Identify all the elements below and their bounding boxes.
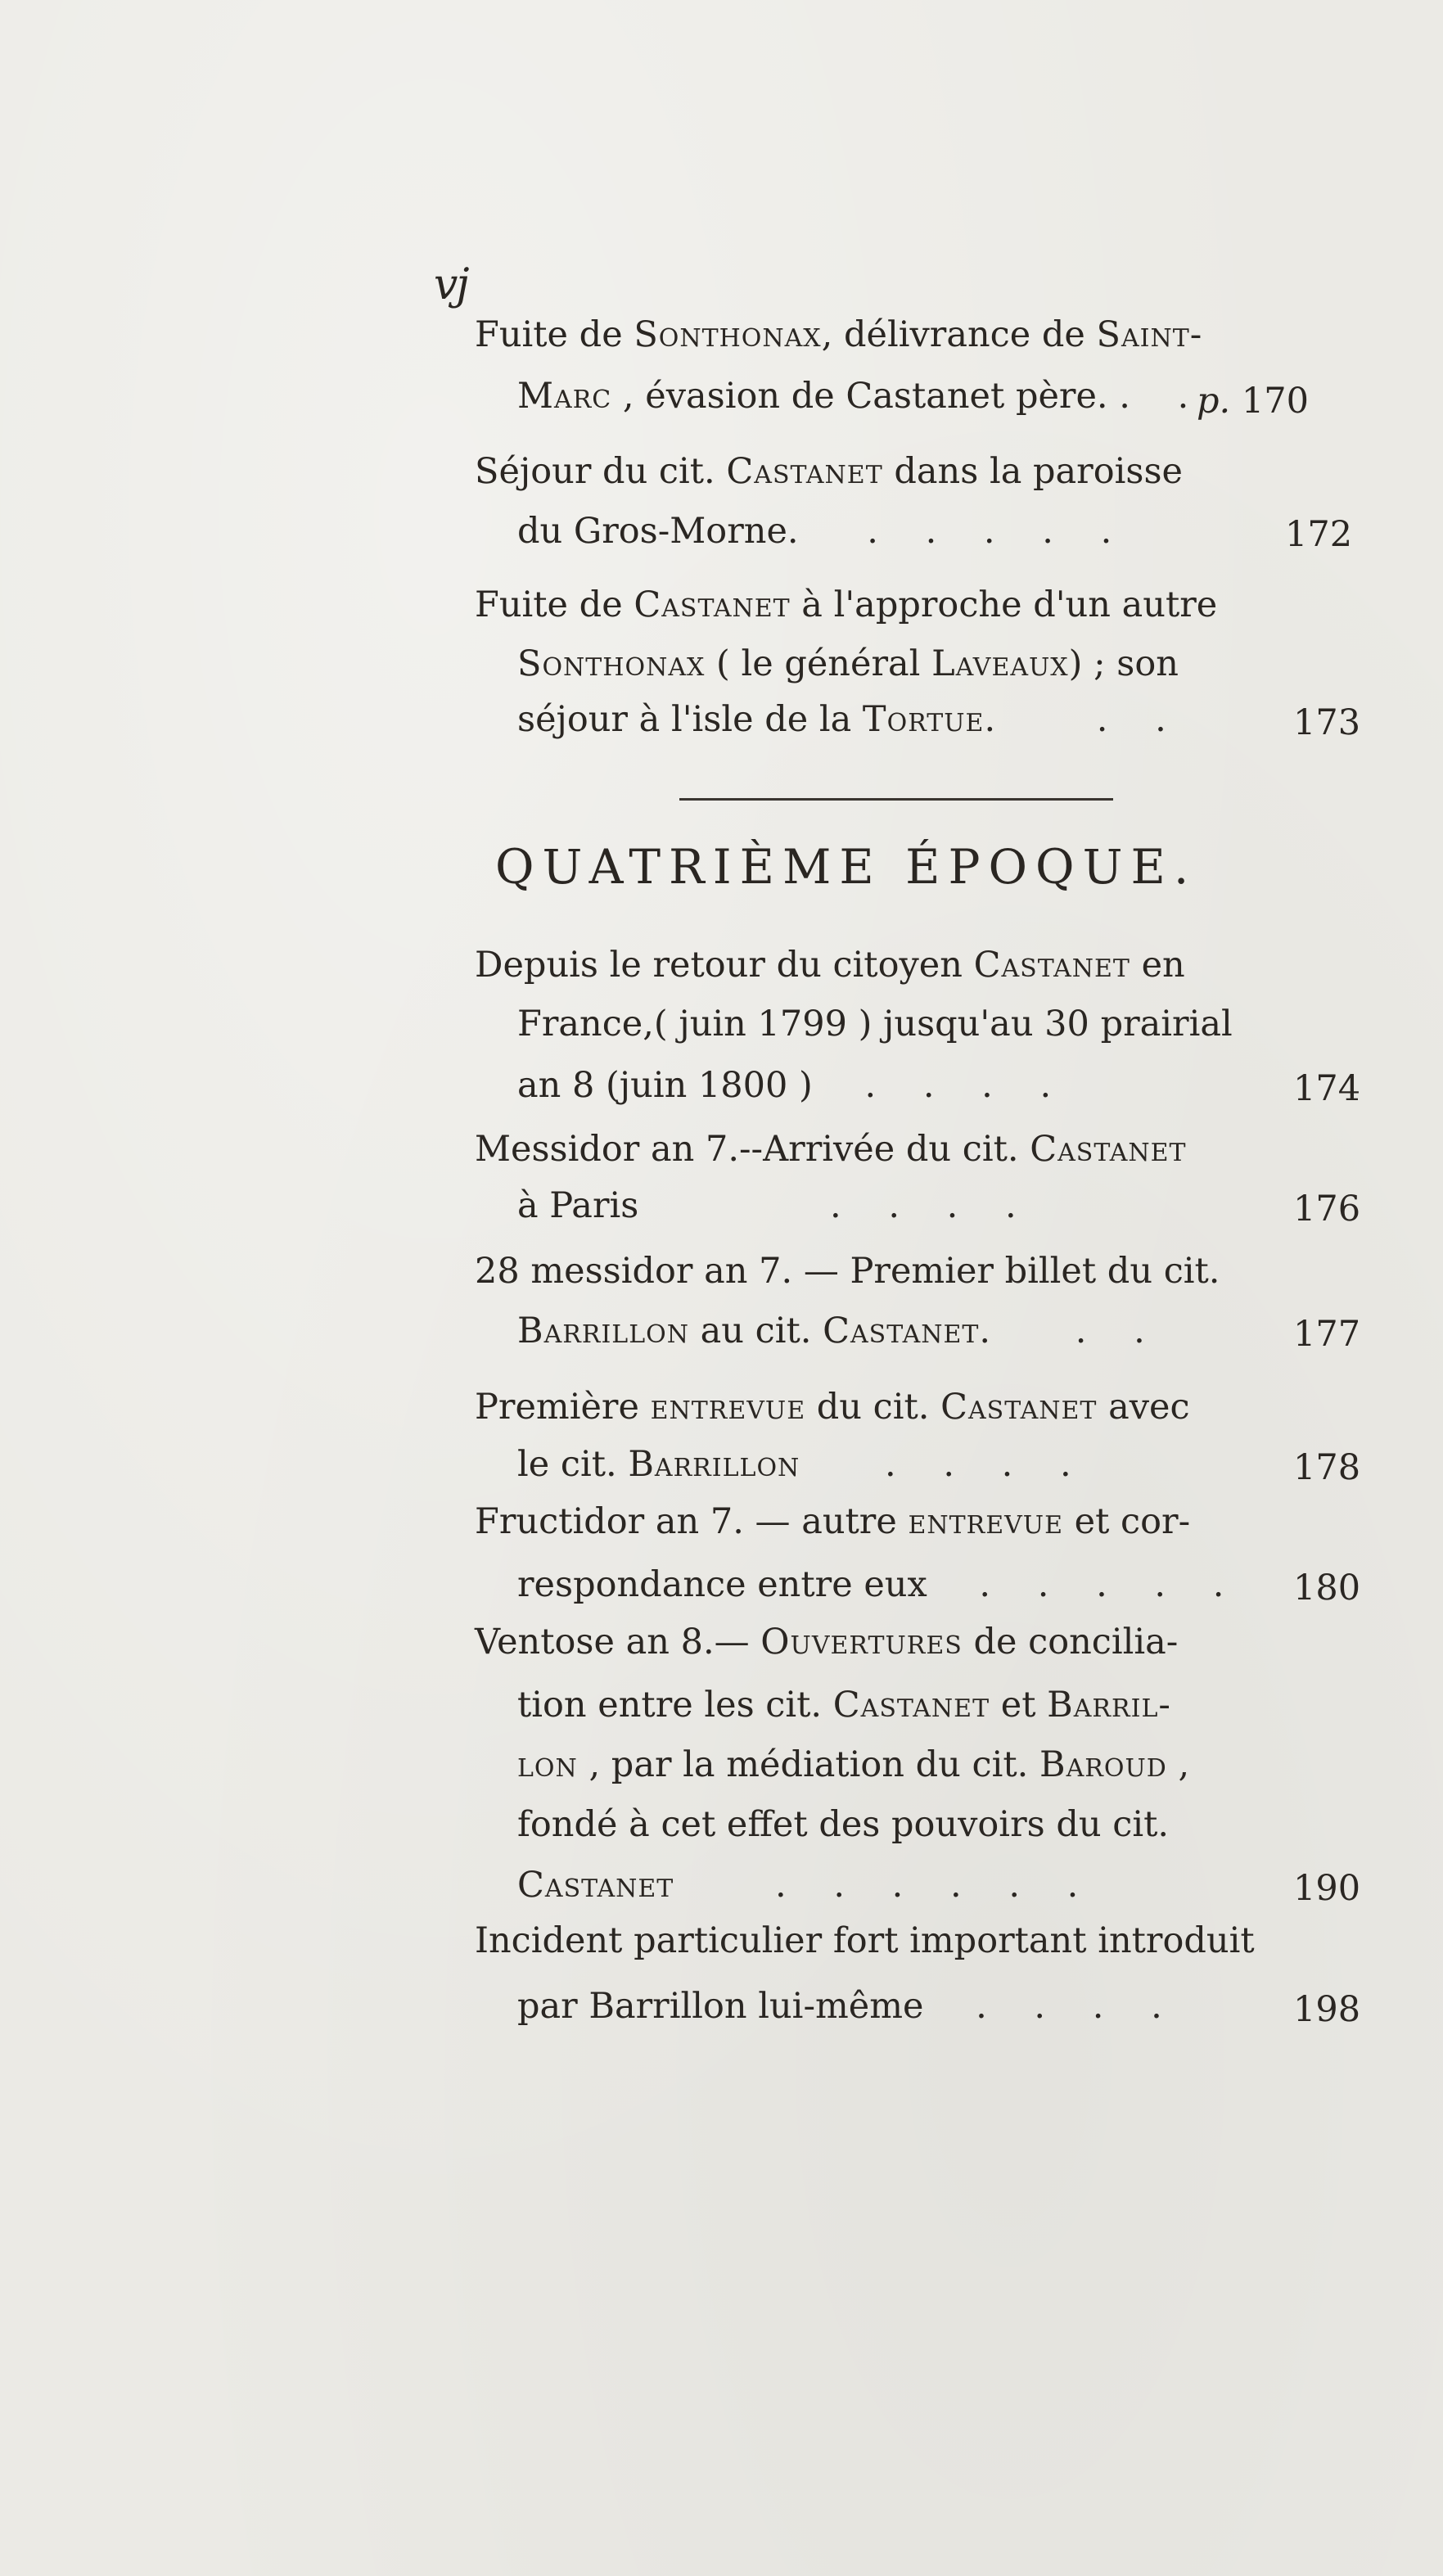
toc-text: séjour à l'isle de la [517,699,863,740]
toc-name: Marc [517,376,612,417]
toc-name: entrevue [908,1501,1063,1542]
page-value: 178 [1293,1447,1361,1488]
page-value: 172 [1285,514,1353,555]
toc-entry-line [517,1865,1097,1906]
toc-text: Fructidor an 7. — autre [475,1501,909,1542]
toc-entry-line [475,945,1185,986]
toc-name: Castanet [823,1311,980,1351]
toc-entry-line [517,1744,1190,1785]
leader-dots: . . . . [830,1185,1035,1226]
toc-name: Castanet [940,1387,1098,1428]
toc-name: Castanet [726,451,883,492]
toc-entry-line [517,699,1184,740]
toc-entry-line [517,1444,1089,1485]
roman-page-number: vj [434,260,468,309]
leader-dots: . . [1119,376,1207,417]
toc-text: de concilia- [962,1622,1179,1662]
toc-text: par Barrillon lui-même [517,1986,924,2027]
toc-text: du cit. [805,1387,941,1428]
toc-text: au cit. [688,1311,823,1351]
toc-text: Fuite de [475,314,634,355]
page-value: 198 [1293,1989,1361,2030]
toc-entry-line [517,1986,1180,2027]
toc-name: Castanet [634,584,791,625]
toc-text: ( le général [705,643,932,684]
toc-text: et cor- [1062,1501,1191,1542]
page-value: 174 [1293,1068,1361,1109]
toc-name: Sonthonax [517,643,706,684]
toc-name: Barril- [1047,1685,1171,1726]
toc-entry-line [517,511,1130,552]
page-value: 180 [1293,1568,1361,1608]
section-title: QUATRIÈME ÉPOQUE. [495,839,1197,895]
toc-text: Fuite de [475,584,634,625]
toc-entry-line [475,1622,1179,1662]
toc-text: ) ; son [1068,643,1179,684]
toc-text: , [1166,1744,1190,1785]
toc-text: . [979,1311,991,1351]
page-value: 173 [1293,702,1361,743]
toc-entry-line [475,314,1203,355]
leader-dots: . . . . . [979,1564,1242,1605]
toc-entry-line [517,1065,1070,1106]
toc-entry-line [517,376,1207,417]
toc-entry-line [517,1685,1171,1726]
toc-text: respondance entre eux [517,1564,927,1605]
toc-text: avec [1097,1387,1190,1428]
page-label: p. [1197,381,1231,422]
leader-dots: . . . . . . [774,1865,1097,1906]
toc-name: Ouvertures [760,1622,963,1662]
leader-dots: . . . . [884,1444,1089,1485]
toc-entry-line [517,643,1179,684]
page-value: 190 [1293,1868,1361,1909]
toc-text: . [984,699,996,740]
leader-dots: . . . . [864,1065,1070,1106]
toc-text: dans la paroisse [882,451,1183,492]
toc-name: Castanet [973,945,1130,986]
toc-text: Depuis le retour du citoyen [475,945,974,986]
toc-text: Messidor an 7.--Arrivée du cit. [475,1129,1030,1170]
toc-name: Castanet [832,1685,990,1726]
toc-name: entrevue [650,1387,806,1428]
toc-name: Saint- [1096,314,1203,355]
toc-name: Barrillon [628,1444,800,1485]
toc-text: du Gros-Morne. [517,511,799,552]
toc-entry-line [475,1129,1187,1170]
toc-name: Barrillon [517,1311,689,1351]
leader-dots: . . . . . [867,511,1130,552]
toc-text: Ventose an 8.— [475,1622,761,1662]
page-value: 177 [1293,1314,1361,1355]
section-divider [679,798,1113,801]
toc-text: , évasion de Castanet père. [611,376,1108,417]
toc-name: lon [517,1744,578,1785]
toc-name: Castanet [517,1865,674,1906]
toc-entry-line [517,1185,1035,1226]
toc-text: à l'approche d'un autre [790,584,1218,625]
leader-dots: . . . . [976,1986,1180,2027]
toc-text: et [990,1685,1048,1726]
toc-entry-line: 28 messidor an 7. — Premier billet du cit. [475,1251,1220,1292]
toc-text: Première [475,1387,651,1428]
toc-text: , par la médiation du cit. [577,1744,1039,1785]
page-value: 176 [1293,1189,1361,1229]
leader-dots: . . [1075,1311,1163,1351]
toc-entry-line: France,( juin 1799 ) jusqu'au 30 prairial [517,1004,1233,1044]
toc-name: Castanet [1030,1129,1187,1170]
toc-entry-line: Incident particulier fort important introduit [475,1920,1255,1961]
toc-entry-line [517,1564,1242,1605]
toc-name: Baroud [1039,1744,1167,1785]
toc-text: tion entre les cit. [517,1685,833,1726]
toc-text: en [1130,945,1185,986]
toc-name: Tortue [862,699,985,740]
toc-text: , délivrance de [821,314,1097,355]
toc-entry-line: fondé à cet effet des pouvoirs du cit. [517,1804,1170,1845]
toc-entry-line [475,584,1218,625]
toc-entry-line [475,1387,1190,1428]
toc-entry-line [517,1311,1163,1351]
toc-name: Laveaux [931,643,1069,684]
toc-name: Sonthonax [634,314,822,355]
toc-text: an 8 (juin 1800 ) [517,1065,813,1106]
page-number [1197,381,1309,422]
page-value: 170 [1241,381,1309,422]
toc-text: Séjour du cit. [475,451,727,492]
toc-entry-line [475,451,1183,492]
toc-text: le cit. [517,1444,629,1485]
leader-dots: . . [1096,699,1184,740]
toc-entry-line [475,1501,1191,1542]
toc-text: à Paris [517,1185,639,1226]
